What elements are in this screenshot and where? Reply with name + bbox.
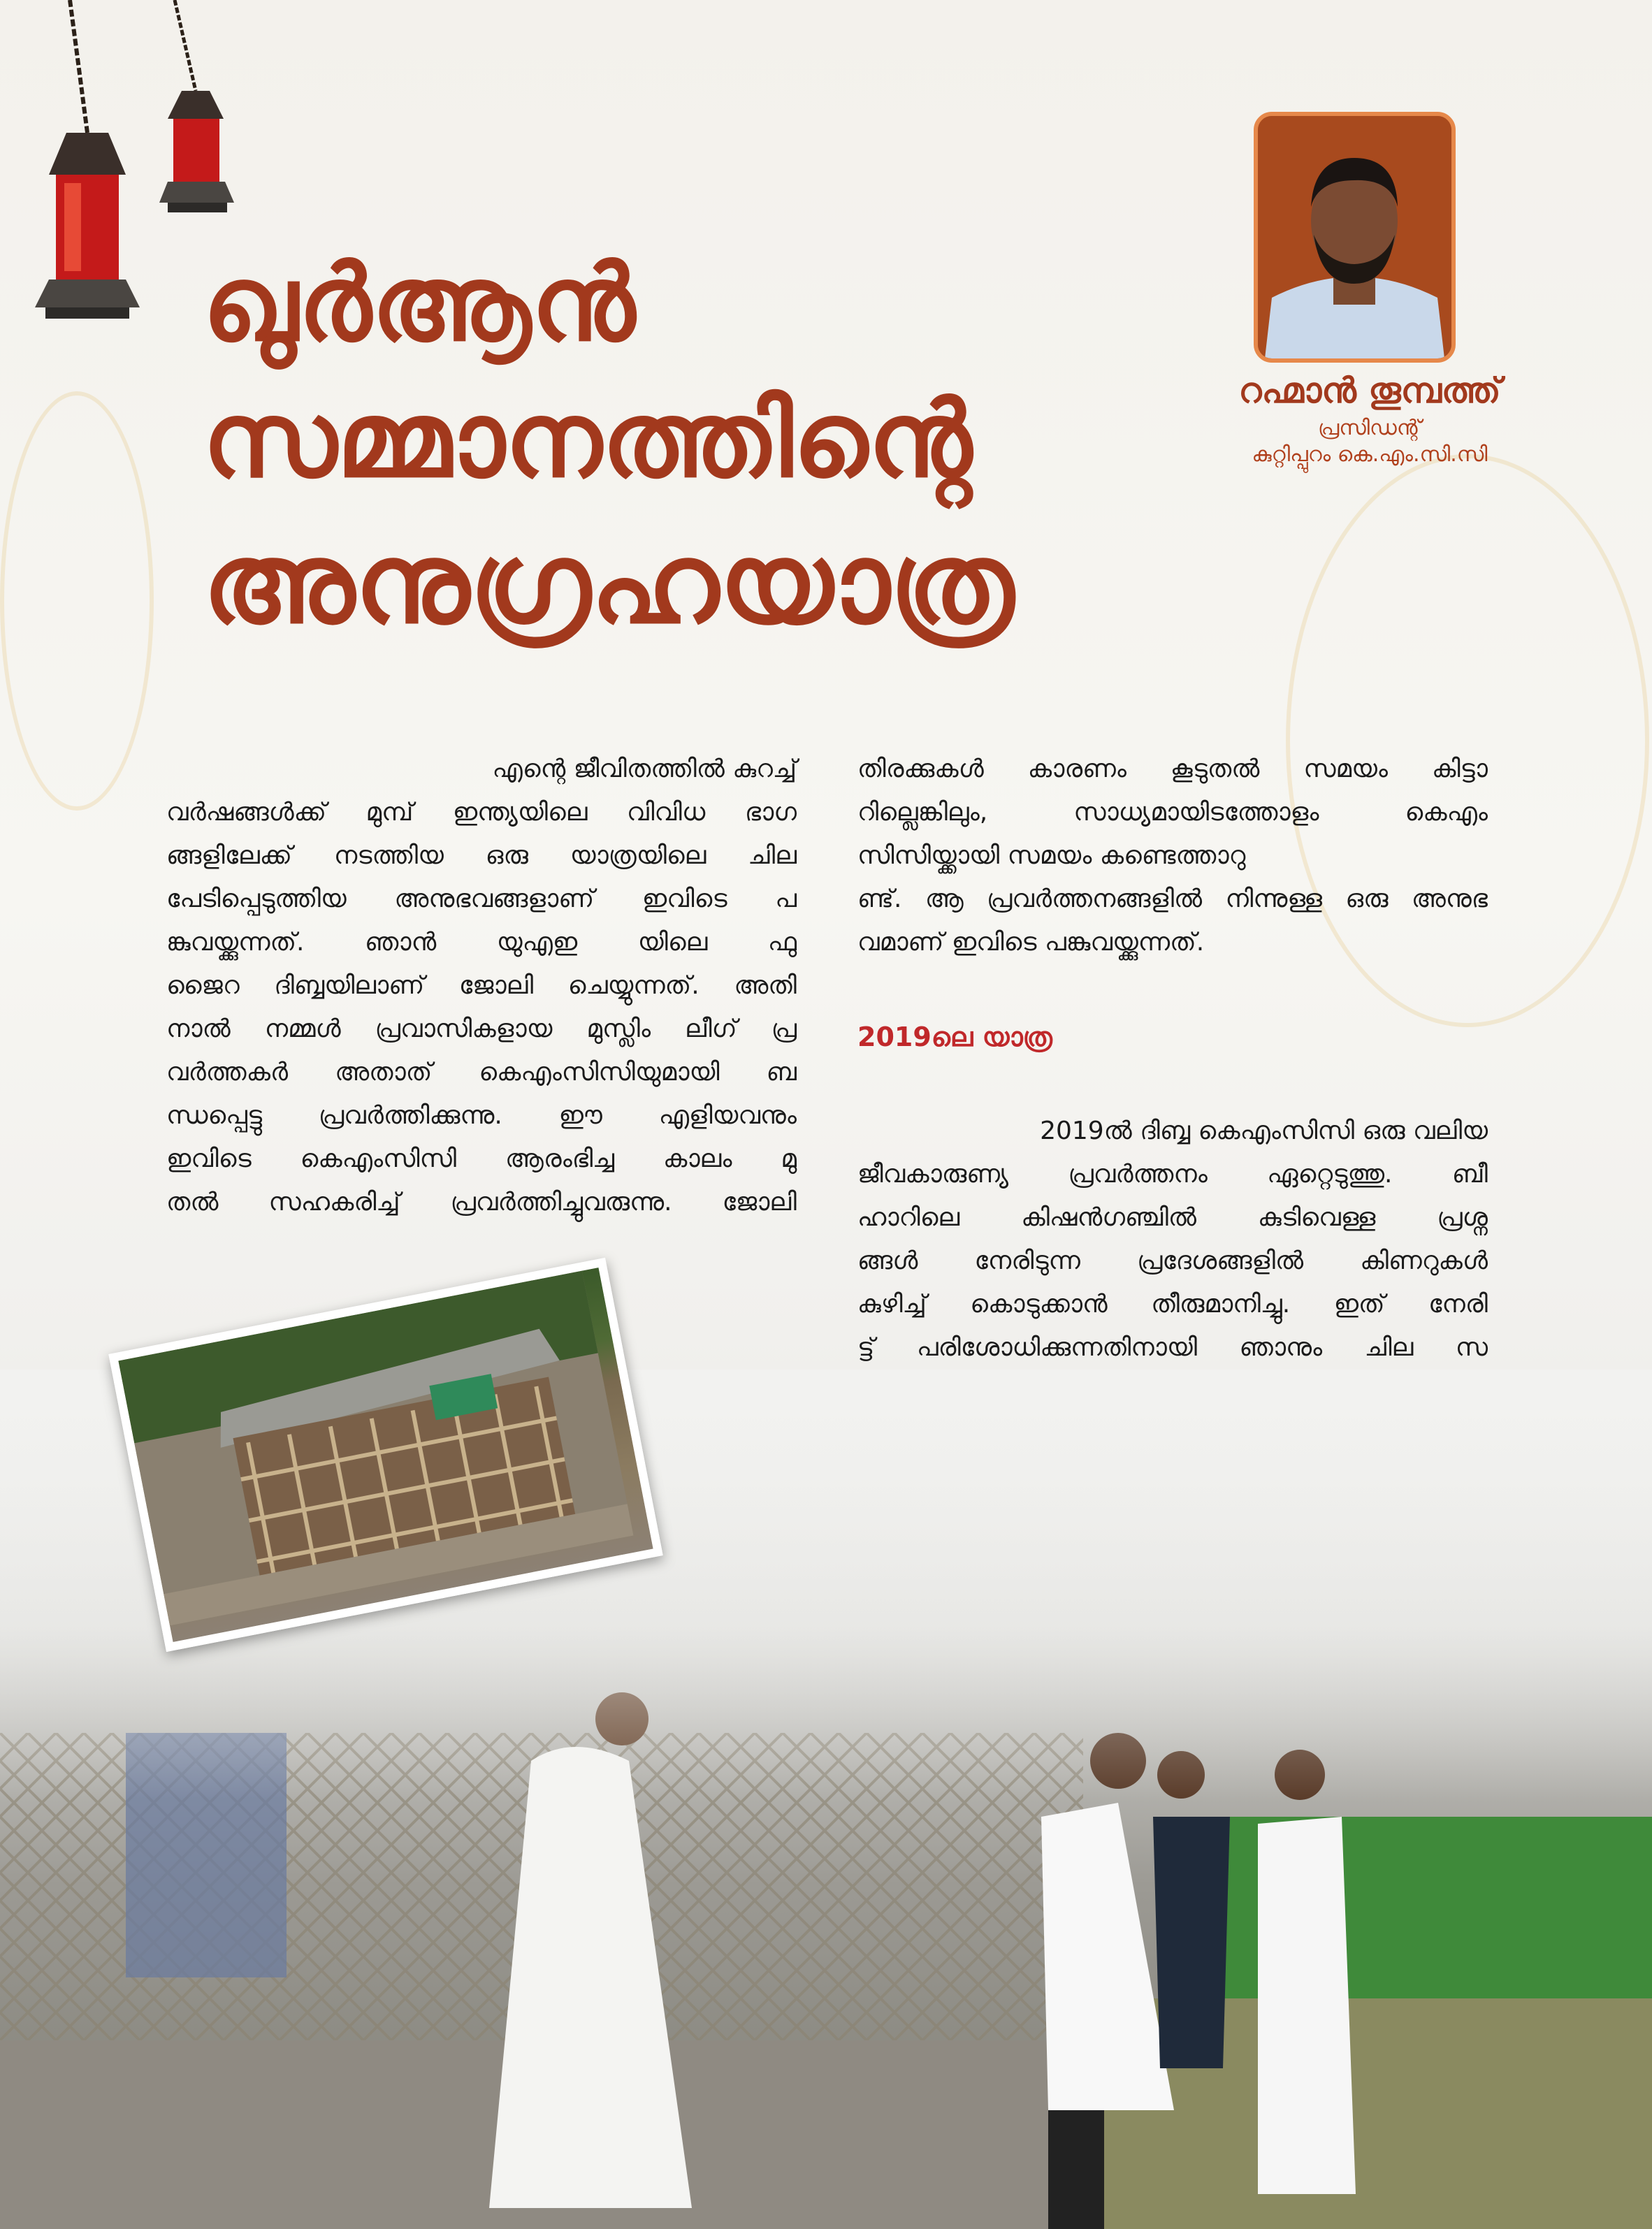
body-line: ണ്ട്. ആ പ്രവർത്തനങ്ങളിൽ നിന്നുള്ള ഒരു അനുഭ	[857, 885, 1488, 913]
hut-scene	[118, 1271, 633, 1626]
body-line: വമാണ് ഇവിടെ പങ്കുവയ്ക്കുന്നത്.	[857, 928, 1205, 957]
body-line: 2019ൽ ദിബ്ബ കെഎംസിസി ഒരു വലിയ	[1040, 1117, 1488, 1145]
body-column-left	[166, 748, 797, 1224]
body-line: ങ്കുവയ്ക്കുന്നത്. ഞാൻ യുഎഇ യിലെ ഫു	[166, 928, 797, 957]
article-title-line-3: അനുഗ്രഹയാത്ര	[203, 518, 1014, 648]
author-role: പ്രസിഡന്റ്	[1318, 416, 1421, 440]
body-line: തൽ സഹകരിച്ച് പ്രവർത്തിച്ചുവരുന്നു. ജോലി	[166, 1188, 797, 1217]
section-heading: 2019ലെ യാത്ര	[857, 1022, 1052, 1052]
body-line: ജൈറ ദിബ്ബയിലാണ് ജോലി ചെയ്യുന്നത്. അതി	[166, 971, 797, 1000]
article-title-line-2: സമ്മാനത്തിന്റെ	[203, 379, 972, 501]
body-line: ങ്ങളിലേക്ക് നടത്തിയ ഒരു യാത്രയിലെ ചില	[166, 841, 797, 870]
author-organization: കുറ്റിപ്പുറം കെ.എം.സി.സി	[1252, 442, 1488, 467]
body-line: ഹാറിലെ കിഷൻഗഞ്ചിൽ കുടിവെള്ള പ്രശ്ന	[857, 1203, 1488, 1232]
body-line: തിരക്കുകൾ കാരണം കൂടുതൽ സമയം കിട്ടാ	[857, 755, 1488, 783]
mandala-ornament	[0, 391, 154, 811]
author-name: റഹ്മാൻ തൂമ്പത്ത്	[1238, 370, 1501, 411]
article-title-line-1: ഖുർആൻ	[203, 243, 635, 365]
body-column-right-p2	[857, 1110, 1488, 1370]
lantern-icon	[154, 0, 245, 224]
body-line: ജീവകാരുണ്യ പ്രവർത്തനം ഏറ്റെടുത്തു. ബീ	[857, 1160, 1488, 1189]
body-line: ങ്ങൾ നേരിടുന്ന പ്രദേശങ്ങളിൽ കിണറുകൾ	[857, 1247, 1488, 1275]
lantern-icon	[21, 0, 161, 328]
author-photo	[1254, 112, 1456, 363]
body-line: റില്ലെങ്കിലും, സാധ്യമായിടത്തോളം കെഎം	[857, 798, 1488, 827]
body-line: വർഷങ്ങൾക്ക് മുമ്പ് ഇന്ത്യയിലെ വിവിധ ഭാഗ	[166, 798, 797, 827]
body-line: ന്ധപ്പെട്ടു പ്രവർത്തിക്കുന്നു. ഈ എളിയവനും	[166, 1101, 797, 1130]
body-line: വർത്തകർ അതാത് കെഎംസിസിയുമായി ബ	[166, 1058, 797, 1087]
body-line: ഇവിടെ കെഎംസിസി ആരംഭിച്ച കാലം മു	[166, 1145, 797, 1173]
body-line: കുഴിച്ച് കൊടുക്കാൻ തീരുമാനിച്ചു. ഇത് നേരി	[857, 1290, 1488, 1319]
body-line: നാൽ നമ്മൾ പ്രവാസികളായ മുസ്ലിം ലീഗ് പ്ര	[166, 1015, 797, 1043]
body-column-right-p1	[857, 748, 1488, 964]
body-line: ട്ട് പരിശോധിക്കുന്നതിനായി ഞാനും ചില സ	[857, 1333, 1488, 1362]
body-line: സിസിയ്ക്കായി സമയം കണ്ടെത്താറു	[857, 841, 1246, 870]
body-line: പേടിപ്പെടുത്തിയ അനുഭവങ്ങളാണ് ഇവിടെ പ	[166, 885, 797, 913]
body-line: എന്റെ ജീവിതത്തിൽ കുറച്ച്	[492, 755, 797, 783]
author-portrait	[1258, 116, 1451, 358]
